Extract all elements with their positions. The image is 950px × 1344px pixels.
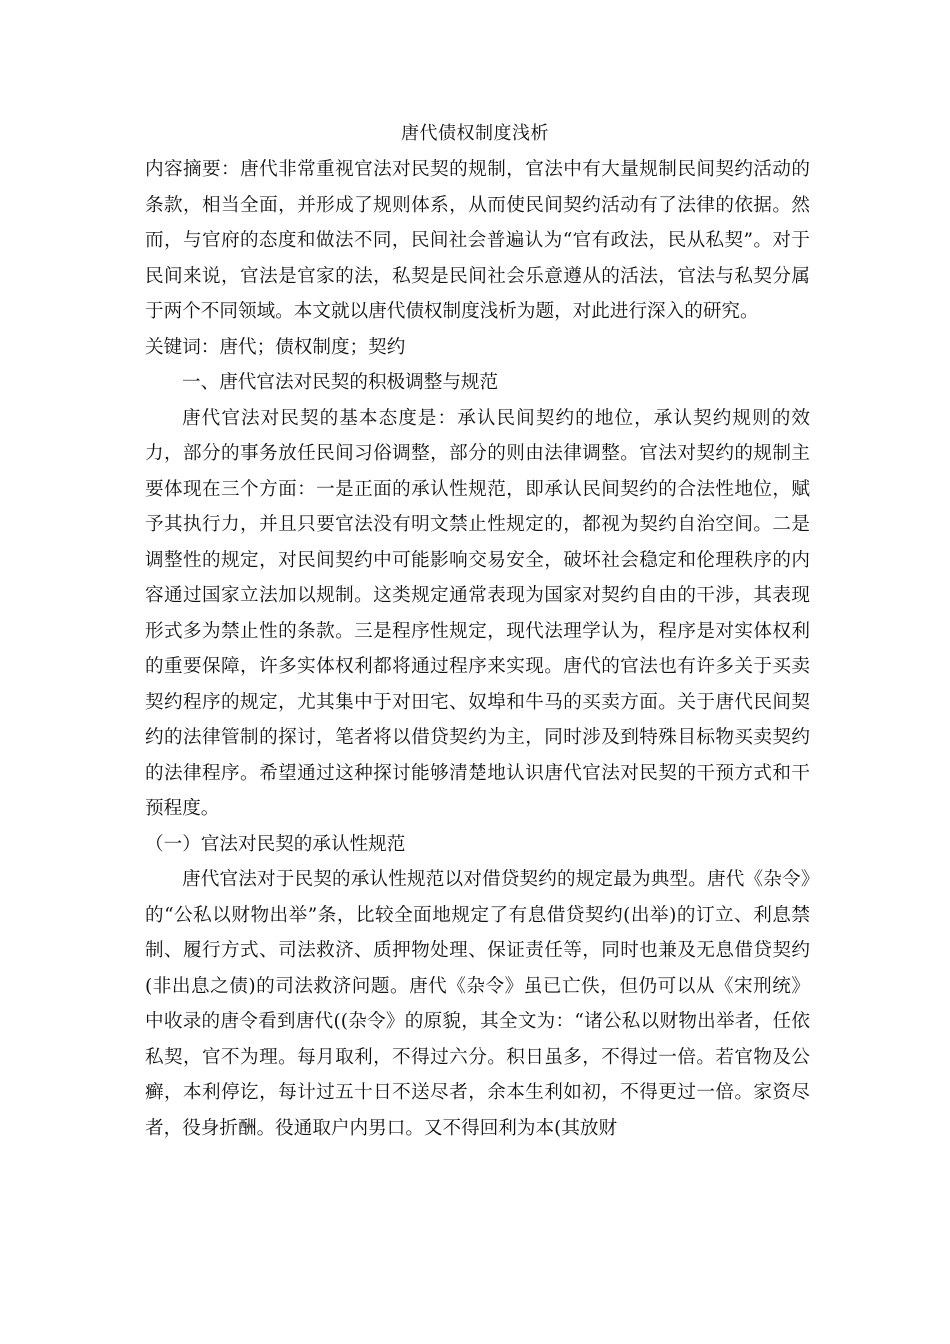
abstract-paragraph: 内容摘要：唐代非常重视官法对民契的规制，官法中有大量规制民间契约活动的条款，相当全面，并形成了规则体系，从而使民间契约活动有了法律的依据。然而，与官府的态度和做法不同，民间社会普遍认为“官有政法，民从私契”。对于民间来说，官法是官家的法，私契是民间社会乐意遵从的活法，官法与私契分属于两个不同领域。本文就以唐代债权制度浅析为题，对此进行深入的研究。 (145, 159, 810, 322)
keywords-line: 关键词：唐代；债权制度；契约 (145, 336, 406, 358)
section-heading: 一、唐代官法对民契的积极调整与规范 (182, 372, 499, 393)
document-title: 唐代债权制度浅析 (401, 123, 549, 144)
body-paragraph: 唐代官法对于民契的承认性规范以对借贷契约的规定最为典型。唐代《杂令》的“公私以财物出举”条，比较全面地规定了有息借贷契约(出举)的订立、利息禁制、履行方式、司法救济、质押物处理、保证责任等，同时也兼及无息借贷契约(非出息之债)的司法救济问题。唐代《杂令》虽已亡佚，但仍可以从《宋刑统》中收录的唐令看到唐代((杂令》的原貌，其全文为：“诸公私以财物出举者，任依私契，官不为理。每月取利，不得过六分。积日虽多，不得过一倍。若官物及公癣，本利停讫，每计过五十日不送尽者，余本生利如初，不得更过一倍。家资尽者，役身折酬。役通取户内男口。又不得回利为本(其放财 (145, 869, 810, 1139)
document-body (145, 152, 810, 1146)
body-paragraph: 唐代官法对民契的基本态度是：承认民间契约的地位，承认契约规则的效力，部分的事务放任民间习俗调整，部分的则由法律调整。官法对契约的规制主要体现在三个方面：一是正面的承认性规范，即承认民间契约的合法性地位，赋予其执行力，并且只要官法没有明文禁止性规定的，都视为契约自治空间。二是调整性的规定，对民间契约中可能影响交易安全，破坏社会稳定和伦理秩序的内容通过国家立法加以规制。这类规定通常表现为国家对契约自由的干涉，其表现形式多为禁止性的条款。三是程序性规定，现代法理学认为，程序是对实体权利的重要保障，许多实体权利都将通过程序来实现。唐代的官法也有许多关于买卖契约程序的规定，尤其集中于对田宅、奴埠和牛马的买卖方面。关于唐代民间契约的法律管制的探讨，笔者将以借贷契约为主，同时涉及到特殊目标物买卖契约的法律程序。希望通过这种探讨能够清楚地认识唐代官法对民契的干预方式和干预程度。 (145, 407, 810, 819)
subsection-heading: （一）官法对民契的承认性规范 (145, 833, 406, 855)
